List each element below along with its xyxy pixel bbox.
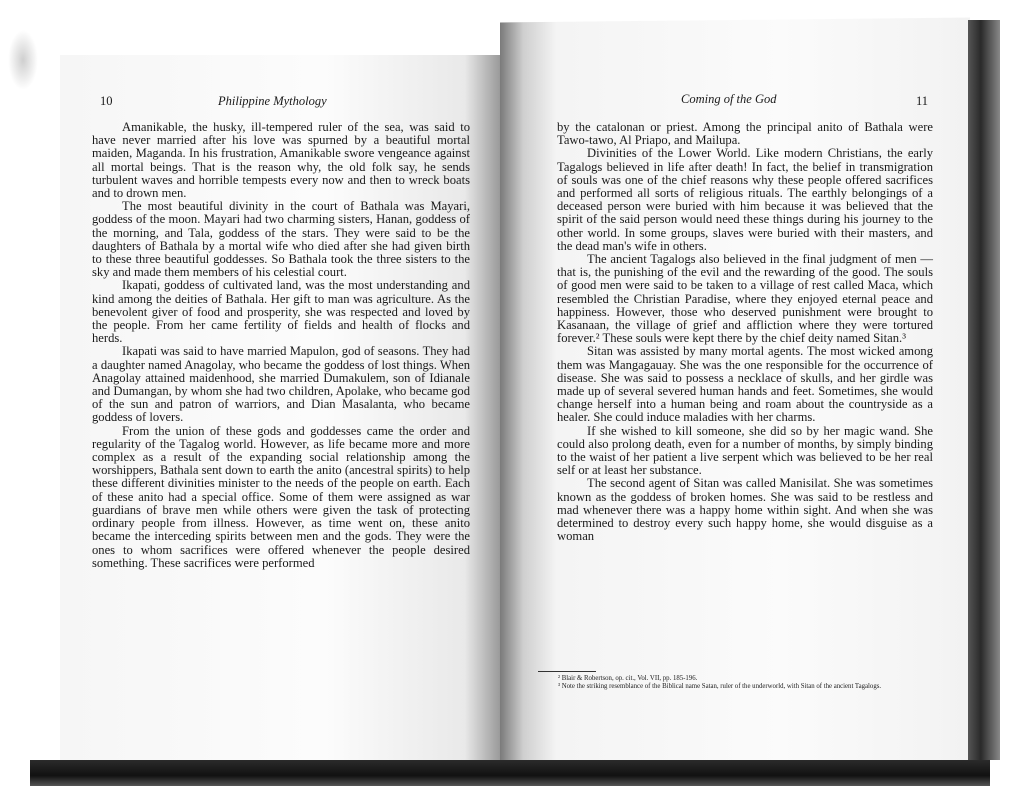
left-text-column <box>92 121 470 570</box>
footnote: ³ Note the striking resemblance of the Biblical name Satan, ruler of the underworld, with Sitan of the ancient Tagalogs. <box>558 683 882 690</box>
paragraph: Amanikable, the husky, ill-tempered ruler of the sea, was said to have never married after his love was spurned by a beautiful mortal maiden, Maganda. In his frustration, Amanikable swore vengeance against all mortal beings. That is the reason why, the old folk say, he sends turbulent waves and horrible tempests every now and then to wreck boats and to drown men. <box>92 120 470 201</box>
left-page-number: 10 <box>100 94 113 108</box>
page-edge-shadow <box>968 20 1000 760</box>
right-page-number: 11 <box>916 94 929 108</box>
paragraph: From the union of these gods and goddesses came the order and regularity of the Tagalog world. However, as life became more and more complex as a result of the expanding social relationship among the worshippers, Bathala sent down to earth the anito (ancestral spirits) to help these different divinities minister to the needs of the people on earth. Each of these anito had a special office. Some of them were assigned as war guardians of brave men while others were given the task of protecting ordinary people from illness. However, as time went on, these anito became the interceding spirits between men and the gods. They were the ones to whom sacrifices were offered whenever the people desired something. These sacrifices were performed <box>92 423 470 570</box>
paragraph: The most beautiful divinity in the court of Bathala was Mayari, goddess of the moon. Mayari had two charming sisters, Hanan, goddess of the morning, and Tala, goddess of the stars. They were said to be the daughters of Bathala by a mortal wife who died after she had given birth to these three beautiful goddesses. So Bathala took the three sisters to the sky and made them members of his celestial court. <box>92 199 470 280</box>
right-text-column <box>557 121 933 544</box>
paragraph: Ikapati, goddess of cultivated land, was the most understanding and kind among the deities of Bathala. Her gift to man was agriculture. As the benevolent giver of food and prosperity, she was respected and loved by the people. From her came fertility of fields and health of flocks and herds. <box>92 278 470 346</box>
paragraph: Ikapati was said to have married Mapulon, god of seasons. They had a daughter named Anagolay, who became the goddess of lost things. When Anagolay attained maidenhood, she married Dumakulem, son of Idianale and Dumangan, by whom she had two children, Apolake, who became god of the sun and patron of warriors, and Dian Masalanta, who became goddess of lovers. <box>92 344 470 425</box>
footnotes <box>538 675 928 691</box>
bottom-shadow <box>30 760 990 786</box>
scan-artifact <box>8 30 38 90</box>
footnote-rule <box>538 671 596 672</box>
paragraph: The second agent of Sitan was called Manisilat. She was sometimes known as the goddess of broken homes. She was said to be restless and mad whenever there was a happy home within sight. And when she was determined to destroy every such happy home, she would disguise as a woman <box>557 476 933 544</box>
paragraph: by the catalonan or priest. Among the principal anito of Bathala were Tawo-tawo, Al Priapo, and Mailupa. <box>557 120 933 148</box>
right-running-title: Coming of the God <box>681 92 777 106</box>
paragraph: Divinities of the Lower World. Like modern Christians, the early Tagalogs believed in life after death! In fact, the belief in transmigration of souls was one of the chief reasons why these people offered sacrifices and performed all sorts of religious rituals. The earthly belongings of a deceased person were buried with him because it was believed that the spirit of the said person would need these things during his journey to the other world. In some groups, slaves were buried with their masters, and the dead man's wife in others. <box>557 146 933 253</box>
paragraph: The ancient Tagalogs also believed in the final judgment of men — that is, the punishing of the evil and the rewarding of the good. The souls of good men were said to be taken to a village of rest called Maca, which resembled the Christian Paradise, where they enjoyed eternal peace and happiness. However, those who deserved punishment were brought to Kasanaan, the village of grief and affliction where they were tortured forever.² These souls were kept there by the chief deity named Sitan.³ <box>557 252 933 346</box>
left-running-title: Philippine Mythology <box>218 94 327 108</box>
paragraph: If she wished to kill someone, she did so by her magic wand. She could also prolong death, even for a number of months, by simply binding to the waist of her patient a live serpent which was believed to be her real self or at least her substance. <box>557 423 933 478</box>
paragraph: Sitan was assisted by many mortal agents. The most wicked among them was Mangagauay. She was the one responsible for the occurrence of disease. She was said to possess a necklace of skulls, and her girdle was made up of several severed human hands and feet. Sometimes, she would change herself into a human being and roam about the countryside as a healer. She could induce maladies with her charms. <box>557 344 933 425</box>
footnote: ² Blair & Robertson, op. cit., Vol. VII, pp. 185-196. <box>558 675 698 682</box>
